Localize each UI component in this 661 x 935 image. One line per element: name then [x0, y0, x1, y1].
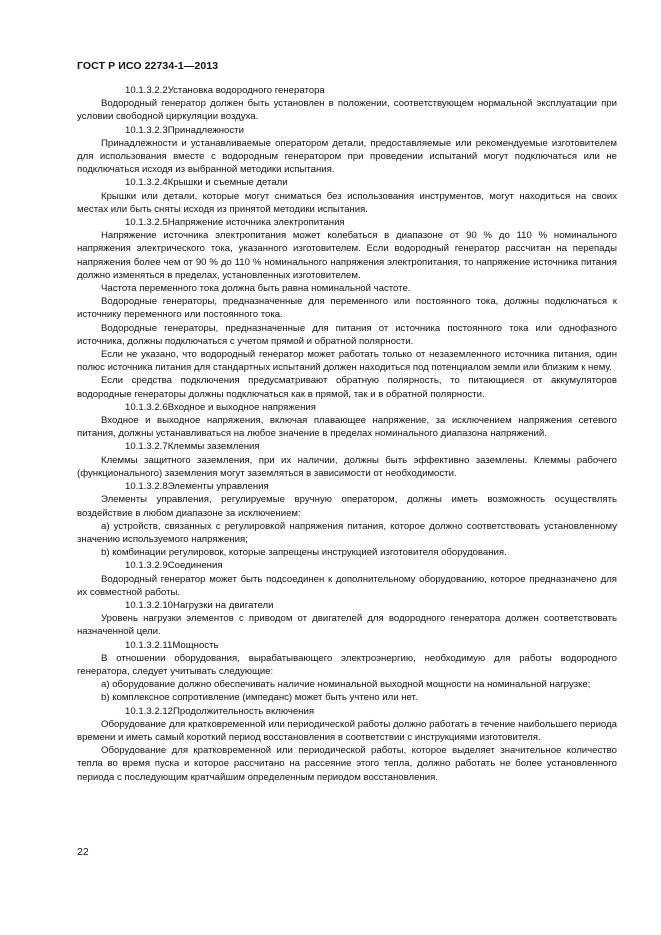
section-number: 10.1.3.2.8	[125, 481, 168, 493]
paragraph: а) оборудование должно обеспечивать наличие номинальной выходной мощности на номинальной нагрузке;	[101, 679, 591, 691]
section-heading	[77, 401, 617, 414]
paragraph: Уровень нагрузки элементов с приводом от двигателей для водородного генератора должен соответствовать назначенной цели.	[77, 613, 617, 638]
section-title: Крышки и съемные детали	[167, 177, 288, 189]
section-number: 10.1.3.2.4	[125, 177, 168, 189]
section-heading	[77, 639, 617, 652]
section-number: 10.1.3.2.12	[125, 705, 174, 717]
section-heading	[77, 480, 617, 493]
section-title: Соединения	[167, 560, 223, 572]
paragraph: Водородные генераторы, предназначенные для переменного или постоянного тока, должны подключаться к источнику переменного или постоянного тока.	[77, 296, 617, 321]
section-title: Установка водородного генератора	[167, 85, 325, 96]
section-heading	[77, 124, 617, 137]
paragraph: Входное и выходное напряжения, включая плавающее напряжение, за исключением напряжения сетевого питания, должны устанавливаться на любое значение в пределах номинального диапазона напряжений.	[77, 415, 617, 440]
section-number: 10.1.3.2.2	[125, 85, 168, 96]
section-title: Принадлежности	[167, 124, 244, 136]
paragraph: Водородные генераторы, предназначенные для питания от источника постоянного тока или однофазного источника, должны подключаться с учетом прямой и обратной полярности.	[77, 322, 617, 347]
section-title: Мощность	[172, 639, 219, 651]
paragraph: Клеммы защитного заземления, при их наличии, должны быть эффективно заземлены. Клеммы рабочего (функционального) заземления могут заземляться в зависимости от необходимости.	[77, 454, 617, 479]
section-number: 10.1.3.2.6	[125, 401, 168, 413]
paragraph: Если средства подключения предусматривают обратную полярность, то питающиеся от аккумуляторов водородные генераторы должны подключаться как в прямой, так и в обратной полярности.	[77, 375, 617, 400]
page-number: 22	[77, 846, 89, 858]
paragraph: Крышки или детали, которые могут сниматься без использования инструментов, могут находиться на своих местах или быть сняты исходя из принятой методики испытания.	[77, 190, 617, 215]
section-title: Элементы управления	[167, 481, 269, 493]
paragraph: Элементы управления, регулируемые вручную оператором, должны иметь возможность осуществлять воздействие в любом диапазоне за исключением:	[77, 494, 617, 519]
paragraph: Оборудование для кратковременной или периодической работы, которое выделяет значительное количество тепла во время пуска и которое рассчитано на рассеяние этого тепла, должно работать не более установленного периода с последующим кратчайшим определенным периодом восстановления.	[77, 745, 617, 783]
section-title: Напряжение источника электропитания	[167, 217, 345, 229]
document-body	[77, 84, 617, 784]
paragraph: Частота переменного тока должна быть равна номинальной частоте.	[101, 283, 411, 295]
paragraph: Если не указано, что водородный генератор может работать только от незаземленного источника питания, один полюс источника питания для стандартных испытаний должен находиться под потенциалом земли или близким к нему.	[77, 349, 617, 374]
section-number: 10.1.3.2.11	[125, 639, 173, 651]
section-heading	[77, 176, 617, 189]
section-number: 10.1.3.2.9	[125, 560, 168, 572]
paragraph: В отношении оборудования, вырабатывающего электроэнергию, необходимую для работы водородного генератора, следует учитывать следующие:	[77, 652, 617, 677]
section-number: 10.1.3.2.3	[125, 124, 168, 136]
paragraph: а) устройств, связанных с регулировкой напряжения питания, которое должно соответствовать установленному значению используемого напряжения;	[77, 520, 617, 545]
section-number: 10.1.3.2.7	[125, 441, 168, 453]
paragraph: b) комплексное сопротивление (импеданс) может быть учтено или нет.	[101, 692, 418, 704]
document-header: ГОСТ Р ИСО 22734-1—2013	[77, 60, 219, 72]
paragraph: Водородный генератор может быть подсоединен к дополнительному оборудованию, которое предназначено для их совместной работы.	[77, 573, 617, 598]
section-heading	[77, 216, 617, 229]
section-heading	[77, 440, 617, 453]
paragraph: Водородный генератор должен быть установлен в положении, соответствующем нормальной эксплуатации при условии свободной циркуляции воздуха.	[77, 98, 617, 123]
section-title: Продолжительность включения	[173, 705, 315, 717]
section-heading	[77, 705, 617, 718]
section-number: 10.1.3.2.10	[125, 599, 174, 611]
section-title: Нагрузки на двигатели	[173, 599, 274, 611]
paragraph: Оборудование для кратковременной или периодической работы должно работать в течение наибольшего периода времени и иметь самый короткий период восстановления в соответствии с инструкциями изготовителя.	[77, 718, 617, 743]
section-heading	[77, 559, 617, 572]
section-heading	[77, 599, 617, 612]
paragraph: Напряжение источника электропитания может колебаться в диапазоне от 90 % до 110 % номинального напряжения электрического тока, указанного изготовителем. Если водородный генератор рассчитан на перепады напряжения более чем от 90 % до 110 % номинального напряжения электропитания, то напряжение источника питания должно изменяться в пределах, установленных изготовителем.	[77, 230, 617, 281]
section-title: Входное и выходное напряжения	[167, 401, 316, 413]
paragraph: b) комбинации регулировок, которые запрещены инструкцией изготовителя оборудования.	[101, 547, 507, 559]
section-number: 10.1.3.2.5	[125, 217, 168, 229]
section-title: Клеммы заземления	[167, 441, 260, 453]
section-heading	[77, 84, 617, 97]
paragraph: Принадлежности и устанавливаемые оператором детали, предоставляемые или рекомендуемые изготовителем для использования вместе с водородным генератором при проведении испытаний могут подключаться или не подключаться исходя из выбранной методики испытания.	[77, 137, 617, 176]
